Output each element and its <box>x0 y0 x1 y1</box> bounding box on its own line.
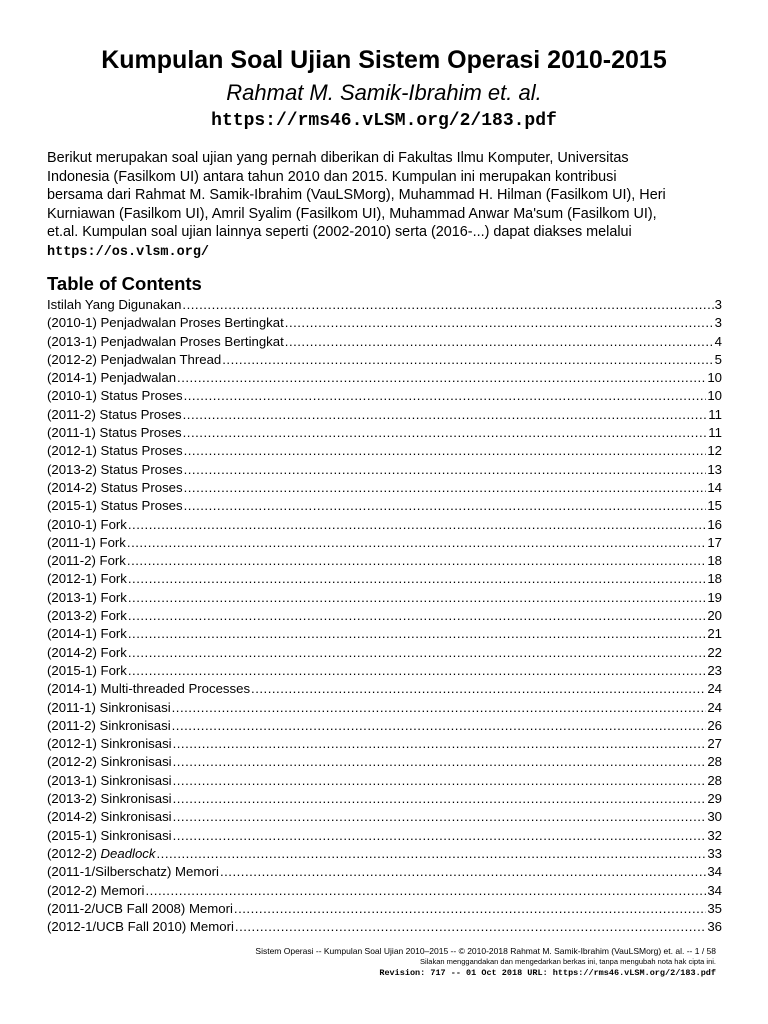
toc-entry-page: 19 <box>707 589 722 605</box>
toc-leader-dots <box>183 424 708 442</box>
toc-heading: Table of Contents <box>47 273 202 294</box>
toc-entry-title <box>47 644 127 662</box>
toc-entry-title <box>47 333 284 351</box>
toc-entry-page: 35 <box>707 900 722 916</box>
page-footer <box>255 946 716 979</box>
toc-entry-title <box>47 900 233 918</box>
toc-leader-dots <box>127 534 706 552</box>
toc-entry-title <box>47 497 183 515</box>
toc-entry[interactable] <box>47 717 722 735</box>
toc-entry-page: 11 <box>708 406 722 422</box>
toc-entry-title-text: (2015-1) Sinkronisasi <box>47 827 172 843</box>
toc-leader-dots <box>184 461 707 479</box>
toc-entry-page: 24 <box>707 699 722 715</box>
toc-entry-page: 24 <box>707 681 722 697</box>
toc-entry-title-text: (2011-1) Sinkronisasi <box>47 699 171 715</box>
toc-entry-title <box>47 845 156 863</box>
toc-entry[interactable] <box>47 461 722 479</box>
toc-entry-title <box>47 589 127 607</box>
toc-entry[interactable] <box>47 772 722 790</box>
toc-leader-dots <box>184 387 707 405</box>
toc-entry-title <box>47 607 127 625</box>
toc-entry-title <box>47 424 182 442</box>
toc-entry-title-text: (2012-2) Sinkronisasi <box>47 754 172 770</box>
toc-entry-page: 10 <box>707 388 722 404</box>
toc-entry-title <box>47 479 183 497</box>
toc-entry-title-text: (2014-2) Status Proses <box>47 479 183 495</box>
intro-line: et.al. Kumpulan soal ujian lainnya seperti (2002-2010) serta (2016-...) dapat diakses melalui <box>47 224 632 240</box>
toc-entry-title-text: (2010-1) Status Proses <box>47 388 183 404</box>
toc-entry-page: 15 <box>707 498 722 514</box>
toc-leader-dots <box>128 589 706 607</box>
toc-entry-title-text: (2014-2) Fork <box>47 644 127 660</box>
toc-entry-title-text: (2013-2) Sinkronisasi <box>47 791 172 807</box>
toc-entry-title <box>47 918 234 936</box>
toc-leader-dots <box>184 442 707 460</box>
intro-line: bersama dari Rahmat M. Samik-Ibrahim (VauLSMorg), Muhammad H. Hilman (Fasilkom UI), Heri <box>47 187 666 203</box>
toc-entry-title-text: (2011-2/UCB Fall 2008) Memori <box>47 900 233 916</box>
toc-leader-dots <box>182 296 713 314</box>
toc-entry-title-text: (2014-1) Fork <box>47 626 127 642</box>
toc-leader-dots <box>172 717 707 735</box>
toc-entry-title <box>47 735 172 753</box>
toc-entry[interactable] <box>47 900 722 918</box>
toc-entry[interactable] <box>47 351 722 369</box>
toc-entry[interactable] <box>47 442 722 460</box>
toc-entry-page: 28 <box>707 754 722 770</box>
toc-leader-dots <box>128 644 706 662</box>
toc-entry-title-text: (2011-1) Fork <box>47 534 126 550</box>
toc-entry-title <box>47 625 127 643</box>
toc-entry[interactable] <box>47 735 722 753</box>
toc-entry-page: 34 <box>707 882 722 898</box>
toc-leader-dots <box>235 918 706 936</box>
toc-leader-dots <box>285 314 714 332</box>
toc-entry[interactable] <box>47 607 722 625</box>
toc-entry-title-text: (2015-1) Status Proses <box>47 498 183 514</box>
toc-entry-title <box>47 351 221 369</box>
toc-entry-title <box>47 516 127 534</box>
toc-entry-title-text: (2010-1) Penjadwalan Proses Bertingkat <box>47 315 284 331</box>
toc-entry-page: 11 <box>708 425 722 441</box>
toc-leader-dots <box>172 699 707 717</box>
toc-entry[interactable] <box>47 497 722 515</box>
toc-entry-page: 22 <box>707 644 722 660</box>
toc-entry-title-text: (2013-1) Fork <box>47 589 127 605</box>
toc-leader-dots <box>285 333 714 351</box>
toc-entry-title <box>47 790 172 808</box>
toc-entry-page: 18 <box>707 553 722 569</box>
toc-entry-page: 10 <box>707 370 722 386</box>
toc-entry-title-text: (2012-2) <box>47 845 101 861</box>
toc-leader-dots <box>128 662 706 680</box>
toc-entry[interactable] <box>47 296 722 314</box>
footer-copyright: Sistem Operasi -- Kumpulan Soal Ujian 2010–2015 -- © 2010-2018 Rahmat M. Samik-Ibrahim (VauLSMorg) et. al. -- 1 / 58 <box>255 946 716 956</box>
toc-leader-dots <box>173 808 707 826</box>
toc-entry-title <box>47 314 284 332</box>
toc-entry[interactable] <box>47 424 722 442</box>
toc-entry-title <box>47 753 172 771</box>
toc-leader-dots <box>222 351 713 369</box>
toc-leader-dots <box>173 827 707 845</box>
toc-entry-page: 4 <box>714 333 722 349</box>
document-title: Kumpulan Soal Ujian Sistem Operasi 2010-2015 <box>101 46 667 74</box>
toc-entry-title-text: (2012-2) Memori <box>47 882 145 898</box>
toc-entry[interactable] <box>47 863 722 881</box>
toc-entry-title-text: (2012-1) Fork <box>47 571 127 587</box>
toc-entry[interactable] <box>47 314 722 332</box>
document-author: Rahmat M. Samik-Ibrahim et. al. <box>226 80 542 105</box>
toc-entry-page: 3 <box>714 297 722 312</box>
toc-entry[interactable] <box>47 882 722 900</box>
toc-entry[interactable] <box>47 534 722 552</box>
intro-link[interactable]: https://os.vlsm.org/ <box>47 244 210 260</box>
toc-entry-title <box>47 863 219 881</box>
toc-entry-title-text: (2011-2) Fork <box>47 553 126 569</box>
toc-entry-title <box>47 699 171 717</box>
toc-entry-page: 28 <box>707 772 722 788</box>
toc-entry-title-text: (2012-1) Status Proses <box>47 443 183 459</box>
toc-entry-title-text: Istilah Yang Digunakan <box>47 297 182 312</box>
toc-leader-dots <box>173 772 707 790</box>
toc-entry[interactable] <box>47 625 722 643</box>
toc-entry-title <box>47 552 126 570</box>
toc-entry[interactable] <box>47 369 722 387</box>
toc-leader-dots <box>128 570 706 588</box>
toc-leader-dots <box>128 607 706 625</box>
toc-entry[interactable] <box>47 827 722 845</box>
toc-entry-page: 32 <box>707 827 722 843</box>
toc-entry-title-text: (2011-2) Status Proses <box>47 406 182 422</box>
toc-entry[interactable] <box>47 406 722 424</box>
toc-entry-title <box>47 461 183 479</box>
toc-entry-title-text: (2013-1) Penjadwalan Proses Bertingkat <box>47 333 284 349</box>
toc-entry-page: 17 <box>707 534 722 550</box>
toc-entry-page: 3 <box>714 315 722 331</box>
toc-entry-title <box>47 442 183 460</box>
toc-entry-page: 12 <box>707 443 722 459</box>
intro-line: Berikut merupakan soal ujian yang pernah diberikan di Fakultas Ilmu Komputer, Universitas <box>47 150 629 166</box>
toc-leader-dots <box>173 790 707 808</box>
toc-entry-title-text: (2014-1) Penjadwalan <box>47 370 177 386</box>
toc-leader-dots <box>234 900 706 918</box>
toc-entry-title-text: (2012-1) Sinkronisasi <box>47 736 172 752</box>
toc-leader-dots <box>128 516 706 534</box>
toc-entry-title <box>47 717 171 735</box>
toc-entry[interactable] <box>47 918 722 936</box>
intro-line: Indonesia (Fasilkom UI) antara tahun 2010 dan 2015. Kumpulan ini merupakan kontribusi <box>47 168 617 185</box>
toc-leader-dots <box>128 625 706 643</box>
toc-entry-title <box>47 534 126 552</box>
toc-entry-page: 13 <box>707 461 722 477</box>
toc-leader-dots <box>184 497 707 515</box>
toc-entry[interactable] <box>47 589 722 607</box>
toc-entry-title <box>47 662 127 680</box>
toc-entry-title <box>47 882 144 900</box>
toc-entry-page: 14 <box>707 479 722 495</box>
toc-entry-title <box>47 570 127 588</box>
toc-entry-title <box>47 387 183 405</box>
toc-entry-title-text: (2015-1) Fork <box>47 662 127 678</box>
toc-entry-page: 34 <box>707 864 722 880</box>
toc-entry-page: 30 <box>707 809 722 825</box>
toc-entry-page: 27 <box>707 736 722 752</box>
toc-entry-title-text: (2011-1) Status Proses <box>47 425 182 441</box>
toc-entry-page: 16 <box>707 516 722 532</box>
toc-entry[interactable] <box>47 790 722 808</box>
intro-line: Kurniawan (Fasilkom UI), Amril Syalim (Fasilkom UI), Muhammad Anwar Ma'sum (Fasilkom UI), <box>47 205 657 222</box>
intro-paragraph <box>47 149 727 262</box>
toc-entry-title-text: (2012-1/UCB Fall 2010) Memori <box>47 919 234 935</box>
toc-entry[interactable] <box>47 387 722 405</box>
footer-license: Silakan menggandakan dan mengedarkan berkas ini, tanpa mengubah nota hak cipta ini. <box>419 957 716 966</box>
toc-entry-title-text: (2011-2) Sinkronisasi <box>47 717 171 733</box>
toc-entry-title <box>47 827 172 845</box>
toc-entry-title <box>47 808 172 826</box>
toc-entry-title-emphasis: Deadlock <box>100 845 156 861</box>
toc-entry-page: 21 <box>707 626 722 642</box>
toc-leader-dots <box>173 735 707 753</box>
toc-leader-dots <box>173 753 707 771</box>
toc-leader-dots <box>220 863 706 881</box>
toc-leader-dots <box>127 552 706 570</box>
toc-entry[interactable] <box>47 570 722 588</box>
toc-entry-title-text: (2013-2) Fork <box>47 608 127 624</box>
toc-entry-page: 20 <box>707 608 722 624</box>
toc-entry-title-text: (2013-2) Status Proses <box>47 461 183 477</box>
toc-entry-page: 26 <box>707 717 722 733</box>
toc-leader-dots <box>184 479 707 497</box>
toc-entry-page: 29 <box>707 791 722 807</box>
toc-entry-title-text: (2014-1) Multi-threaded Processes <box>47 681 251 697</box>
toc-entry[interactable] <box>47 845 722 863</box>
toc-entry[interactable] <box>47 662 722 680</box>
toc-entry-page: 5 <box>714 351 722 367</box>
document-url[interactable]: https://rms46.vLSM.org/2/183.pdf <box>211 111 557 131</box>
toc-entry-page: 33 <box>707 845 722 861</box>
toc-entry-title-text: (2012-2) Penjadwalan Thread <box>47 351 222 367</box>
toc-entry[interactable] <box>47 699 722 717</box>
toc-entry[interactable] <box>47 516 722 534</box>
toc-entry[interactable] <box>47 680 722 698</box>
toc-entry-title <box>47 406 182 424</box>
toc-entry-page: 18 <box>707 571 722 587</box>
toc-entry-title-text: (2013-1) Sinkronisasi <box>47 772 172 788</box>
toc-leader-dots <box>183 406 708 424</box>
footer-revision: Revision: 717 -- 01 Oct 2018 URL: https://rms46.vLSM.org/2/183.pdf <box>379 968 716 978</box>
toc-entry-title-text: (2010-1) Fork <box>47 516 127 532</box>
toc-entry[interactable] <box>47 552 722 570</box>
toc-entry-title <box>47 680 250 698</box>
toc-entry-title <box>47 296 181 314</box>
toc-leader-dots <box>145 882 706 900</box>
toc-entry[interactable] <box>47 479 722 497</box>
toc-entry-page: 36 <box>707 919 722 935</box>
toc-entry[interactable] <box>47 644 722 662</box>
toc-leader-dots <box>177 369 706 387</box>
toc-leader-dots <box>251 680 706 698</box>
toc-entry-title-text: (2011-1/Silberschatz) Memori <box>47 864 219 880</box>
toc-leader-dots <box>157 845 707 863</box>
toc-entry-title <box>47 772 172 790</box>
toc-entry-title <box>47 369 176 387</box>
toc-entry[interactable] <box>47 753 722 771</box>
toc-entry[interactable] <box>47 333 722 351</box>
toc-entry-page: 23 <box>707 662 722 678</box>
table-of-contents <box>47 296 722 936</box>
toc-entry[interactable] <box>47 808 722 826</box>
toc-entry-title-text: (2014-2) Sinkronisasi <box>47 809 172 825</box>
